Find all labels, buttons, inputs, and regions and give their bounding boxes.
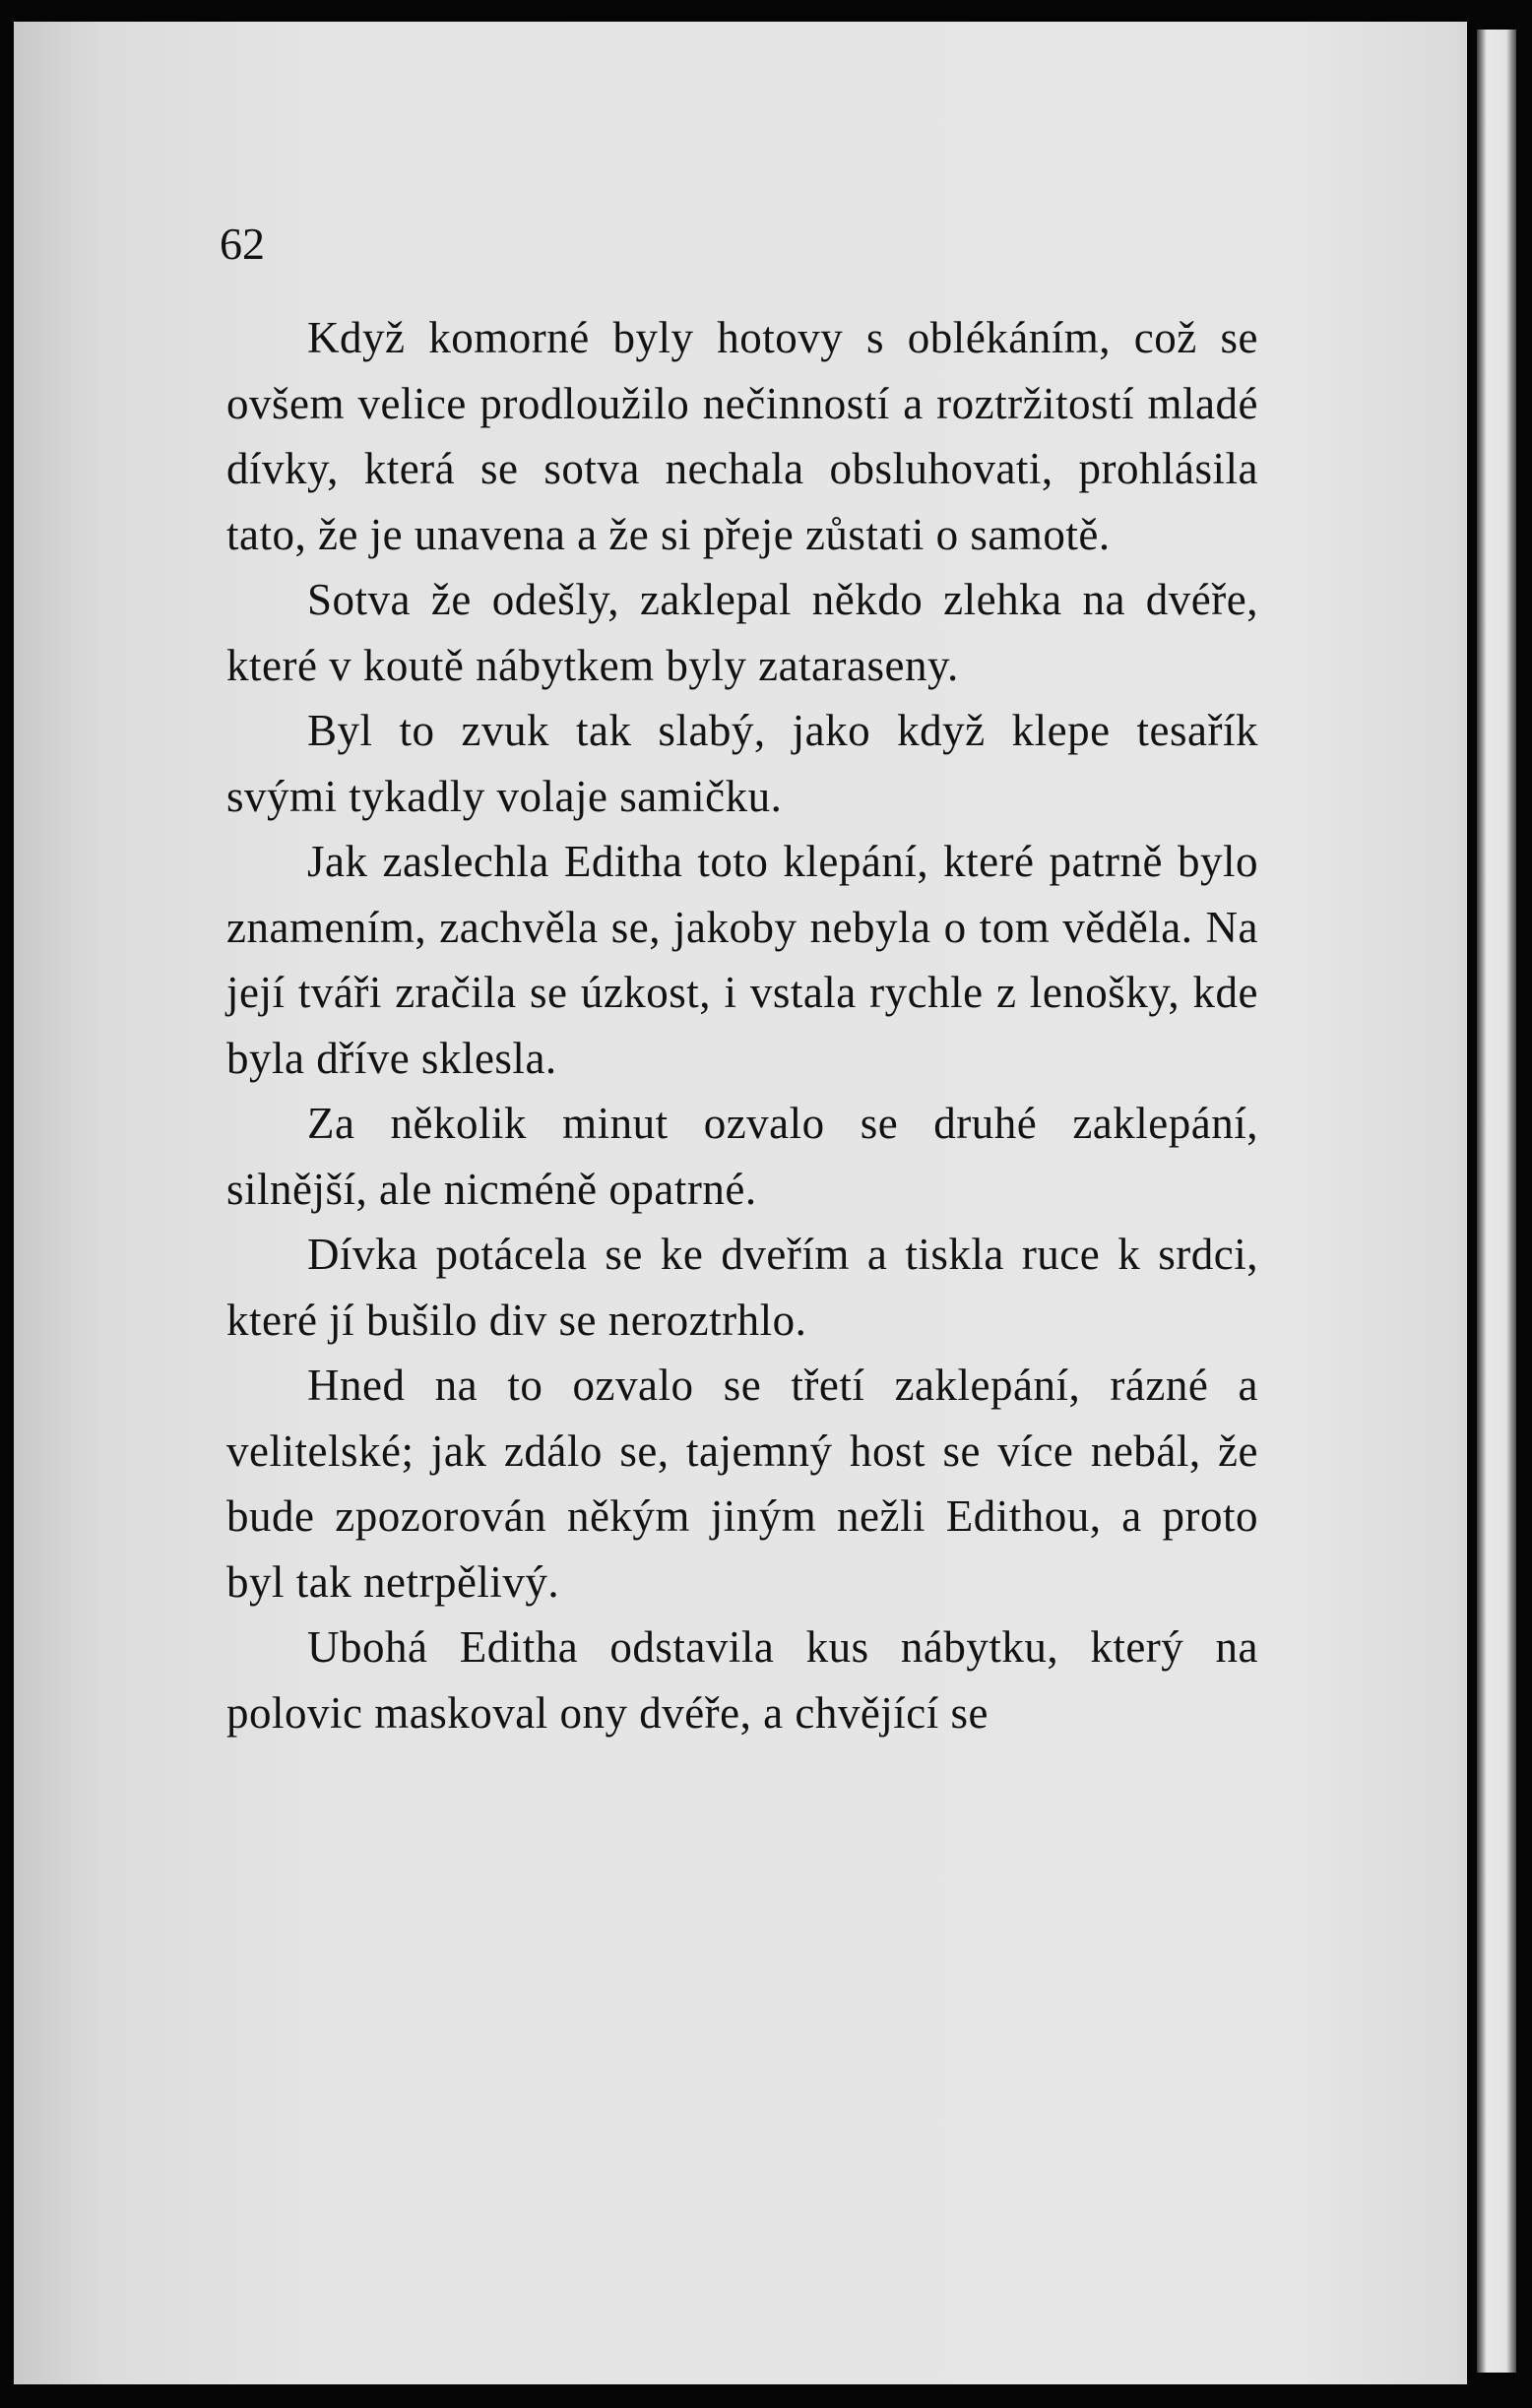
next-page-edge	[1477, 30, 1516, 2373]
paragraph: Ubohá Editha odstavila kus nábytku, který na polovic maskoval ony dvéře, a chvějící se	[226, 1622, 1258, 1738]
paragraph: Sotva že odešly, zaklepal někdo zlehka na dvéře, které v koutě nábytkem byly zataraseny.	[226, 575, 1258, 690]
paragraph: Jak zaslechla Editha toto klepání, které patrně bylo znamením, zachvěla se, jakoby nebyla o tom věděla. Na její tváři zračila se úzkost, i vstala rychle z lenošky, kde byla dříve sklesla.	[226, 837, 1258, 1083]
paragraph: Za několik minut ozvalo se druhé zaklepání, silnější, ale nicméně opatrné.	[226, 1099, 1258, 1214]
paragraph: Byl to zvuk tak slabý, jako když klepe tesařík svými tykadly volaje samičku.	[226, 706, 1258, 821]
page-number: 62	[220, 219, 265, 269]
paragraph: Dívka potácela se ke dveřím a tiskla ruce k srdci, které jí bušilo div se neroztrhlo.	[226, 1230, 1258, 1345]
page-body-text	[226, 305, 1258, 1745]
paragraph: Když komorné byly hotovy s oblékáním, což se ovšem velice prodloužilo nečinností a roztržitostí mladé dívky, která se sotva nechala obsluhovati, prohlásila tato, že je unavena a že si přeje zůstati o samotě.	[226, 313, 1258, 559]
paragraph: Hned na to ozvalo se třetí zaklepání, rázné a velitelské; jak zdálo se, tajemný host se více nebál, že bude zpozorován někým jiným nežli Edithou, a proto byl tak netrpělivý.	[226, 1361, 1258, 1607]
